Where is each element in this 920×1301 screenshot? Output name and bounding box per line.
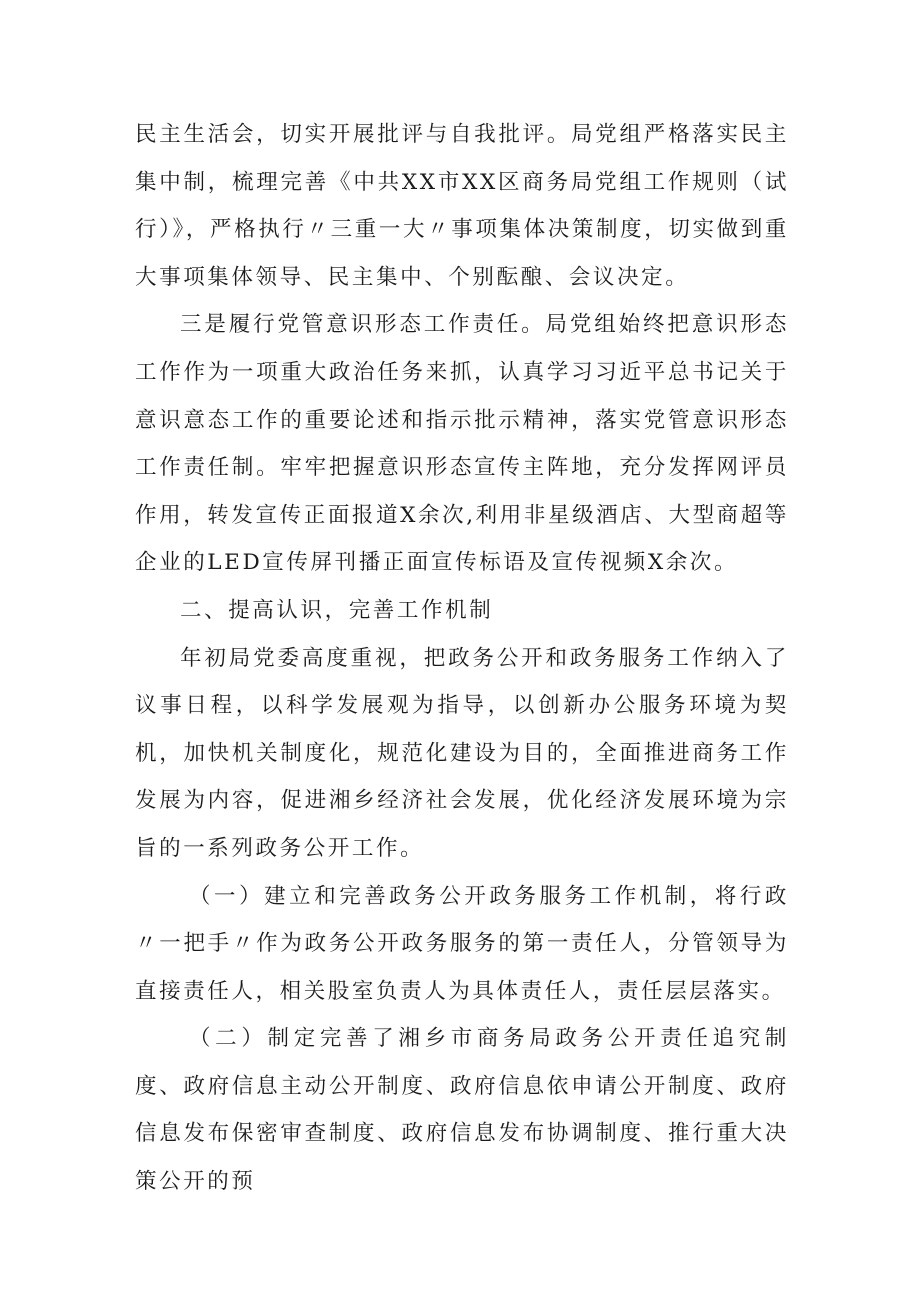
paragraph-democratic-life: 民主生活会，切实开展批评与自我批评。局党组严格落实民主集中制，梳理完善《中共XX市XX区商务局党组工作规则（试行）》，严格执行〃三重一大〃事项集体决策制度，切实做到重大事项集体领导、民主集中、个别酝酿、会议决定。 <box>135 122 789 290</box>
paragraph-item-one: （一）建立和完善政务公开政务服务工作机制，将行政〃一把手〃作为政务公开政务服务的第一责任人，分管领导为直接责任人，相关股室负责人为具体责任人，责任层层落实。 <box>135 883 789 1004</box>
document-body <box>135 111 789 1206</box>
paragraph-item-two: （二）制定完善了湘乡市商务局政务公开责任追究制度、政府信息主动公开制度、政府信息依申请公开制度、政府信息发布保密审查制度、政府信息发布协调制度、推行重大决策公开的预 <box>135 1026 789 1195</box>
section-heading-mechanism: 二、提高认识，完善工作机制 <box>180 597 494 623</box>
paragraph-ideology-responsibility: 三是履行党管意识形态工作责任。局党组始终把意识形态工作作为一项重大政治任务来抓，认真学习习近平总书记关于意识意态工作的重要论述和指示批示精神，落实党管意识形态工作责任制。牢牢把握意识形态宣传主阵地，充分发挥网评员作用，转发宣传正面报道X余次,利用非星级酒店、大型商超等企业的LED宣传屏刊播正面宣传标语及宣传视频X余次。 <box>135 312 789 576</box>
paragraph-annual-agenda: 年初局党委高度重视，把政务公开和政务服务工作纳入了议事日程，以科学发展观为指导，以创新办公服务环境为契机，加快机关制度化，规范化建设为目的，全面推进商务工作发展为内容，促进湘乡经济社会发展，优化经济发展环境为宗旨的一系列政务公开工作。 <box>135 645 789 861</box>
